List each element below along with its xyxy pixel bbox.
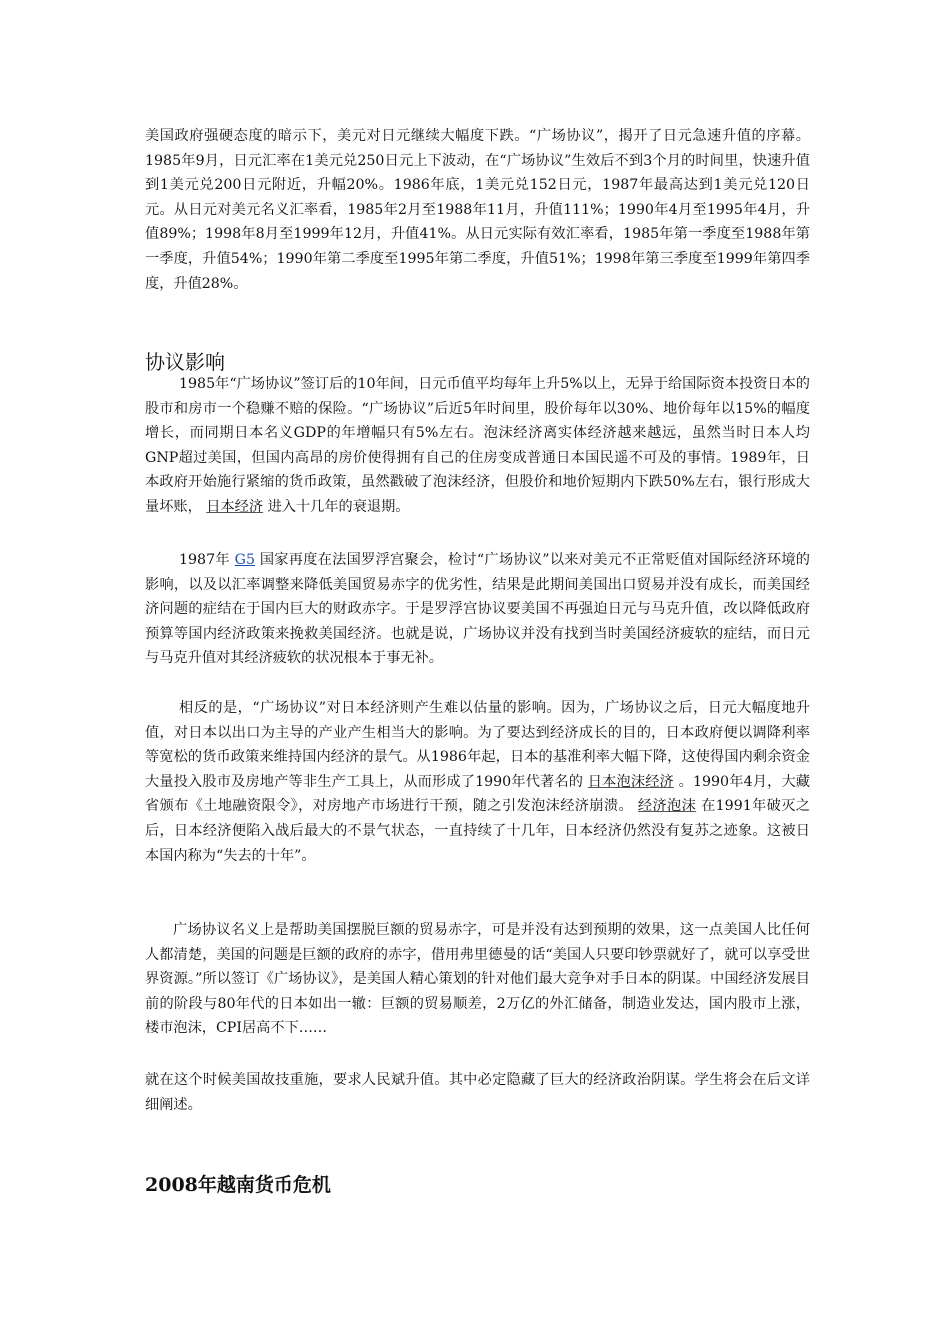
paragraph-text: 。1990年4月，大藏省颁布《土地融资限令》，对房地产市场进行干预，随之引发泡沫经济崩溃。 (145, 773, 810, 815)
paragraph-text: 1985年“广场协议”签订后的10年间，日元币值平均每年上升5%以上，无异于给国际资本投资日本的股市和房市一个稳赚不赔的保险。“广场协议”后近5年时间里，股价每年以30%、地价每年以15%的幅度增长，而同期日本名义GDP的年增幅只有5%左右。泡沫经济离实体经济越来越远，虽然当时日本人均GNP超过美国，但国内高昂的房价使得拥有自己的住房变成普通日本国民遥不可及的事情。1989年，日本政府开始施行紧缩的货币政策，虽然戳破了泡沫经济，但股价和地价短期内下跌50%左右，银行形成大量坏账， (145, 376, 810, 515)
paragraph-text: 美国政府强硬态度的暗示下，美元对日元继续大幅度下跌。“广场协议”，揭开了日元急速升值的序幕。1985年9月，日元汇率在1美元兑250日元上下波动，在“广场协议”生效后不到3个月的时间里，快速升值到1美元兑200日元附近，升幅20%。1986年底，1美元兑152日元，1987年最高达到1美元兑120日元。从日元对美元名义汇率看，1985年2月至1988年11月，升值111%；1990年4月至1995年4月，升值89%；1998年8月至1999年12月，升值41%。从日元实际有效汇率看，1985年第一季度至1988年第一季度，升值54%；1990年第二季度至1995年第二季度，升值51%；1998年第三季度至1999年第四季度，升值28%。 (145, 128, 810, 292)
paragraph-text: 在1991年破灭之后，日本经济便陷入战后最大的不景气状态，一直持续了十几年，日本经济仍然没有复苏之迹象。这被日本国内称为“失去的十年”。 (145, 798, 810, 864)
paragraph-text: 国家再度在法国罗浮宫聚会，检讨“广场协议”以来对美元不正常贬值对国际经济环境的影响，以及以汇率调整来降低美国贸易赤字的优劣性，结果是此期间美国出口贸易并没有成长，而美国经济问题的症结在于国内巨大的财政赤字。于是罗浮宫协议要美国不再强迫日元与马克升值，改以降低政府预算等国内经济政策来挽救美国经济。也就是说，广场协议并没有找到当时美国经济疲软的症结，而日元与马克升值对其经济疲软的状况根本于事无补。 (145, 552, 810, 667)
link-g5[interactable]: G5 (234, 552, 256, 568)
paragraph-japan-impact (145, 696, 810, 868)
link-economic-bubble[interactable]: 经济泡沫 (637, 798, 697, 815)
link-japan-economy[interactable]: 日本经济 (206, 498, 264, 515)
paragraph-text: 进入十几年的衰退期。 (267, 498, 410, 515)
paragraph-exchange-rate (145, 124, 810, 296)
paragraph-text: 相反的是，“广场协议”对日本经济则产生难以估量的影响。因为，广场协议之后，日元大幅度地升值，对日本以出口为主导的产业产生相当大的影响。为了要达到经济成长的目的，日本政府便以调降利率等宽松的货币政策来维持国内经济的景气。从1986年起，日本的基准利率大幅下降，这使得国内剩余资金大量投入股市及房地产等非生产工具上，从而形成了1990年代著名的 (145, 700, 810, 790)
section-heading-vietnam: 2008年越南货币危机 (145, 1174, 331, 1196)
paragraph-louvre (145, 548, 810, 671)
paragraph-conclusion (145, 1068, 810, 1117)
paragraph-plaza-purpose (145, 918, 810, 1041)
paragraph-bubble (145, 372, 810, 520)
paragraph-text: 1987年 (179, 552, 230, 568)
paragraph-text: 广场协议名义上是帮助美国摆脱巨额的贸易赤字，可是并没有达到预期的效果，这一点美国人比任何人都清楚，美国的问题是巨额的政府的赤字，借用弗里德曼的话“美国人只要印钞票就好了，就可以享受世界资源。”所以签订《广场协议》，是美国人精心策划的针对他们最大竞争对手日本的阴谋。中国经济发展目前的阶段与80年代的日本如出一辙：巨额的贸易顺差，2万亿的外汇储备，制造业发达，国内股市上涨，楼市泡沫，CPI居高不下…… (145, 922, 810, 1037)
section-heading-impact: 协议影响 (145, 350, 225, 374)
link-japan-bubble-economy[interactable]: 日本泡沫经济 (587, 773, 674, 790)
paragraph-text: 就在这个时候美国故技重施，要求人民斌升值。其中必定隐藏了巨大的经济政治阴谋。学生将会在后文详细阐述。 (145, 1072, 810, 1113)
